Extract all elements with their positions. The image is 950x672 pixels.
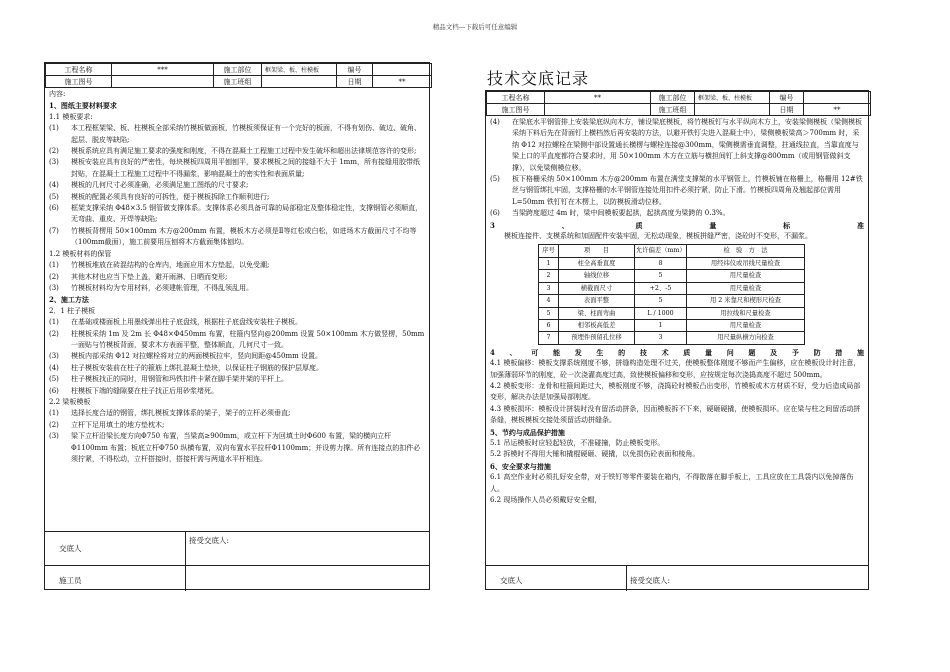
section-heading: 6、安全要求与措施 <box>490 461 551 471</box>
quality-table <box>538 244 805 344</box>
item-text: 立杆下足用填土的地方垫枕木; <box>71 420 165 429</box>
paragraph: 1.2 模板材料的保管 <box>49 249 112 258</box>
quality-text: 模板连接件、支模系统和加固配件安装牢固，无松动现象，模板拼缝严密，浇砼时不变形，不漏浆。 <box>504 232 812 241</box>
drawing-label: 施工图号 <box>487 104 545 116</box>
item-text: 柱子模板找正的同时，用钢管和玛铁扣件卡紧在脚手架井架的平杆上。 <box>71 375 288 384</box>
code-label: 编号 <box>770 92 804 104</box>
left-info-table <box>45 63 432 88</box>
table-cell: 横截面尺寸 <box>559 282 635 294</box>
code-value <box>373 64 432 76</box>
receiver-label: 接受交底人: <box>630 576 671 585</box>
item-number: (4) <box>490 118 500 126</box>
team-label: 施工班组 <box>214 76 262 88</box>
header-note: 精品文档---下载后可任意编辑 <box>432 23 518 31</box>
numbered-item <box>49 146 425 157</box>
table-cell: 用尺量检查 <box>687 319 805 331</box>
numbered-item <box>49 431 425 465</box>
numbered-item <box>49 203 425 226</box>
item-number: (2) <box>49 272 59 281</box>
item-text: 模板的几何尺寸必须准确，必须满足施工图纸的尺寸要求; <box>71 181 249 190</box>
item-text: 本工程框架梁、板、柱模板全部采纳竹模板做面板，竹模板须保证有一个完好的板面，不得有划伤、破边、破角、起层、脱皮等缺陷; <box>71 124 421 144</box>
item-text: 模板的配置必须具有良好的可拆性，便于模板拆除工作顺利进行; <box>71 192 270 201</box>
numbered-item <box>49 374 425 385</box>
project-value: *** <box>112 64 214 76</box>
quality-table-header <box>539 245 805 257</box>
date-value: ** <box>804 104 871 116</box>
item-text: 柱子模板安装前在柱子的箍筋上绑扎混凝土垫块，以保证柱子钢筋的保护层厚度。 <box>71 363 323 372</box>
table-cell: 用经纬仪或吊线尺量检查 <box>687 257 805 269</box>
project-label: 工程名称 <box>46 64 112 76</box>
content-label: 内容: <box>49 90 66 98</box>
table-row <box>539 295 805 307</box>
left-sign-row-2 <box>45 565 429 591</box>
item-text: 框架支撑采纳 Φ48×3.5 钢管做支撑体系。支撑体系必须具备可靠的局部稳定及整体稳定性，支撑钢管必须顺直，无弯曲、重皮、开焊等缺陷; <box>71 204 423 224</box>
team-label: 施工班组 <box>651 104 695 116</box>
item-number: (1) <box>49 124 59 133</box>
right-disclosure-sheet <box>485 90 869 590</box>
numbered-item <box>490 174 864 208</box>
table-cell: 梁、柱面弯曲 <box>559 307 635 319</box>
item-text: 在基础或楼面板上用墨线弹出柱子底盘线，根据柱子底盘线安装柱子模板。 <box>71 318 302 327</box>
item-number: (1) <box>49 318 59 327</box>
table-row <box>539 332 805 344</box>
numbered-item <box>49 386 425 397</box>
drawing-value <box>545 104 651 116</box>
numbered-item <box>49 180 425 191</box>
table-row <box>539 307 805 319</box>
item-number: (3) <box>49 352 59 361</box>
item-text: 竹模板背楞用 50×100mm 木方@200mm 布置，模板木方必须是Ⅱ等红松或白松，如进场木方截面尺寸不均等（100mm截面），施工前要用压刨将木方截面集体刨均。 <box>71 226 417 247</box>
numbered-item <box>49 408 425 419</box>
table-cell: L / 1000 <box>635 307 687 319</box>
section-heading: 4、可能发生的技术质量问题及予防措施 <box>490 347 864 357</box>
table-header-cell: 检 验 方 法 <box>687 245 805 257</box>
item-number: (2) <box>49 420 59 429</box>
item-number: (6) <box>49 204 59 213</box>
paragraph: 4.2 模板变形：龙骨和柱箍间距过大，模板刚度不够，浇捣砼时模板凸出变形，竹模板或木方材质不好，受力后造成局部变形，解决办法是加强局部刚度。 <box>490 381 861 402</box>
table-cell: 5 <box>635 295 687 307</box>
item-text: 竹模板材料均为专用材料，必须建帐管理，不得乱领乱用。 <box>71 283 253 292</box>
numbered-item <box>49 329 425 352</box>
item-number: (2) <box>49 147 59 156</box>
numbered-item <box>49 157 425 180</box>
left-content <box>45 88 429 466</box>
table-cell: 3 <box>635 332 687 344</box>
item-text: 板下格栅采纳 50×100mm 木方@200mm 布置在满堂支撑架的水平钢管上，竹模板铺在格栅上，格栅用 12#铁丝与钢管绑扎牢固，支撑格栅的水平钢管连接处用扣件必须拧紧，防止下滑。竹模板四周角及翘起部位需用 L=50mm 铁钉钉在木楞上，以防模板滑动位移。 <box>512 175 863 206</box>
item-number: (5) <box>49 375 59 384</box>
table-cell: 8 <box>635 257 687 269</box>
table-row <box>539 257 805 269</box>
numbered-item <box>49 283 425 294</box>
table-cell: 用尺量检查 <box>687 282 805 294</box>
code-value <box>804 92 871 104</box>
paragraph: 4.1 模板偏移：模板支撑系统刚度不够，拼缝构造处理不过关，使模板整体刚度不够而产生偏移，应在模板设计时注意，加强薄弱环节的刚度，砼一次浇灌高度过高，致使模板偏移和变形，应按规定每次浇捣高度不超过 500mm。 <box>490 359 861 379</box>
part-label: 施工部位 <box>214 64 262 76</box>
left-sign-row-1 <box>45 531 429 565</box>
table-cell: 相邻板高低差 <box>559 319 635 331</box>
discloser-label: 交底人 <box>59 544 82 553</box>
item-number: (3) <box>49 432 59 441</box>
table-cell: +2、-5 <box>635 282 687 294</box>
left-content-lines <box>49 100 425 465</box>
paragraph: 2.2 梁板模板 <box>49 397 91 406</box>
quality-table-body <box>539 257 805 344</box>
table-cell: 5 <box>635 270 687 282</box>
table-header-cell: 允许偏差（mm） <box>635 245 687 257</box>
paragraph: 4.3 模板损坏：模板设计拼装时没有留活动拼条，因而模板拆不下来，硬砸硬撬，使模板损坏。应在梁与柱之间留活动拼条缝，模板模板交接处须留活动拼缝条。 <box>490 404 861 425</box>
paragraph: 5.1 吊运模板时应轻起轻放，不准碰撞，防止模板变形。 <box>490 438 665 447</box>
table-cell: 4 <box>539 295 559 307</box>
team-value <box>262 76 337 88</box>
drawing-value <box>112 76 214 88</box>
table-cell: 柱全高垂直度 <box>559 257 635 269</box>
numbered-item <box>490 208 864 219</box>
item-number: (2) <box>49 329 59 338</box>
paragraph: 6.2 现场操作人员必须戴好安全帽， <box>490 496 602 504</box>
table-row <box>539 282 805 294</box>
date-label: 日期 <box>337 76 373 88</box>
table-header-cell: 项 目 <box>559 245 635 257</box>
numbered-item <box>49 192 425 203</box>
section-heading: 1、图纸主要材料要求 <box>49 101 117 111</box>
item-text: 模板安装应具有良好的严密性，每块模板四周用平刨刨平，要求模板之间的接缝不大于 1mm，所有接缝用胶带纸封贴，在混凝土工程施工过程中不得漏浆，影响混凝土的密实性和表面质量; <box>71 158 420 178</box>
numbered-item <box>490 117 864 174</box>
item-number: (5) <box>49 192 59 201</box>
table-header-cell: 序号 <box>539 245 559 257</box>
numbered-item <box>49 226 425 249</box>
receiver-label: 接受交底人: <box>189 536 230 545</box>
item-text: 梁下立杆沿梁长度方向Φ750 布置，当梁高≥900mm，或立杆下为回填土时Φ600 布置，梁的横向立杆Φ1100mm 布置；板底立杆Φ750 纵横布置，双向布置水平拉杆Φ1100mm；并设剪力撑。所有连接点的扣件必须拧紧，不得松动，立杆搭接时，搭接杆需与两道水平杆相连。 <box>71 432 421 463</box>
right-sign-row <box>486 565 868 591</box>
paragraph: 2．1 柱子模板 <box>49 306 96 315</box>
paragraph: 5.2 拆模时不得用大锤和撬棍硬砸、硬撬，以免损伤砼表面和棱角。 <box>490 450 700 459</box>
item-number: (5) <box>490 175 500 184</box>
right-content-lines-bottom <box>490 347 864 507</box>
item-text: 柱模板下端的缝隙要在柱子找正后用砂浆堵死。 <box>71 386 218 395</box>
section-heading: 5、节约与成品保护措施 <box>490 427 565 437</box>
table-cell: 5 <box>539 307 559 319</box>
table-cell: 用 2 米靠尺和楔形尺检查 <box>687 295 805 307</box>
item-number: (1) <box>49 261 59 270</box>
left-disclosure-sheet <box>44 62 430 590</box>
table-cell: 轴线位移 <box>559 270 635 282</box>
item-text: 模板内部采纳 Φ12 对拉螺栓将对立的两面模板拉牢，竖向间距@450mm 设置。 <box>71 352 322 361</box>
item-number: (6) <box>490 209 500 218</box>
right-content <box>486 116 868 507</box>
item-number: (6) <box>49 386 59 395</box>
table-cell: 表面平整 <box>559 295 635 307</box>
item-text: 在梁底水平钢管排上安装梁底纵向木方，铺设梁底模板，将竹模板钉与水平纵向木方上，安装梁侧模板（梁侧模板采纳下料后先在背面钉上横档然后再安装的方法，以避开铁钉尖进入混凝土中），梁侧模板梁高＞700mm 时，采纳 Φ12 对拉螺栓在梁侧中部设置通长横楞与螺栓连接@300mm，梁侧模需垂直调整，拄通线拉直，当靠直度与梁上口的平直度都符合要求时，用 50×100mm 木方在立筋与横担间钉上斜支撑@800mm（或用钢管做斜支撑），以免梁侧模位移。 <box>512 118 862 172</box>
table-cell: 用尺量纵横方向检查 <box>687 332 805 344</box>
table-cell: 用尺量检查 <box>687 270 805 282</box>
quality-heading: 3、质量标准 <box>490 220 864 230</box>
numbered-item <box>49 123 425 146</box>
table-row <box>539 319 805 331</box>
document-title: 技术交底记录 <box>487 69 590 88</box>
date-value: ** <box>373 76 432 88</box>
right-info-table <box>486 91 871 116</box>
table-cell: 2 <box>539 270 559 282</box>
paragraph: 1.1 模板要求: <box>49 112 93 121</box>
code-label: 编号 <box>337 64 373 76</box>
part-label: 施工部位 <box>651 92 695 104</box>
item-number: (3) <box>49 158 59 167</box>
table-cell: 6 <box>539 319 559 331</box>
item-number: (3) <box>49 283 59 292</box>
table-cell: 1 <box>635 319 687 331</box>
part-value: 框架梁、板、柱模板 <box>695 92 770 104</box>
numbered-item <box>49 363 425 374</box>
drawing-label: 施工图号 <box>46 76 112 88</box>
item-text: 竹模板堆放在砖混结构的仓库内，地面应用木方垫起，以免受潮; <box>71 261 270 270</box>
table-cell: 预埋件预留孔位移 <box>559 332 635 344</box>
numbered-item <box>49 260 425 271</box>
item-text: 选择长度合适的钢管，绑扎模板支撑体系的架子，架子的立杆必须垂直; <box>71 409 291 418</box>
item-number: (4) <box>49 181 59 190</box>
table-cell: 1 <box>539 257 559 269</box>
date-label: 日期 <box>770 104 804 116</box>
team-value <box>695 104 770 116</box>
item-text: 其他木材也应当下垫上盖，避开雨淋、日晒而变形; <box>71 272 228 281</box>
section-heading: 2、施工方法 <box>49 295 89 305</box>
numbered-item <box>49 351 425 362</box>
numbered-item <box>49 420 425 431</box>
project-value: ** <box>545 92 651 104</box>
numbered-item <box>49 272 425 283</box>
table-row <box>539 270 805 282</box>
worker-label: 施工员 <box>59 576 82 585</box>
numbered-item <box>49 317 425 328</box>
part-value: 框架梁、板、柱模板 <box>262 64 337 76</box>
table-cell: 用拉线和尺量检查 <box>687 307 805 319</box>
table-cell: 7 <box>539 332 559 344</box>
project-label: 工程名称 <box>487 92 545 104</box>
paragraph: 6.1 高空作业时必须扎好安全带，对于铁钉等零件要装在箱内，不得散落在脚手板上，工具应放在工具袋内以免掉落伤人。 <box>490 473 854 493</box>
item-text: 模板系统应具有满足施工要求的强度和刚度，不得在混凝土工程施工过程中发生破坏和超出法律规范容许的变形; <box>71 147 417 156</box>
discloser-label: 交底人 <box>500 576 523 585</box>
item-text: 当梁跨度超过 4m 时，梁中间模板要起拱，起拱高度为梁跨的 0.3%。 <box>512 209 730 218</box>
item-number: (4) <box>49 363 59 372</box>
item-text: 柱模板采纳 1m 及 2m 长 Φ48×Φ450mm 布置，柱箍内竖向@200mm 设置 50×100mm 木方做竖楞，50mm 一面贴与竹模板背面，要求木方表面平整，整体顺直，几何尺寸一致。 <box>71 329 425 349</box>
item-number: (1) <box>49 409 59 418</box>
table-cell: 3 <box>539 282 559 294</box>
item-number: (7) <box>49 226 59 235</box>
right-content-lines-top <box>490 117 864 220</box>
